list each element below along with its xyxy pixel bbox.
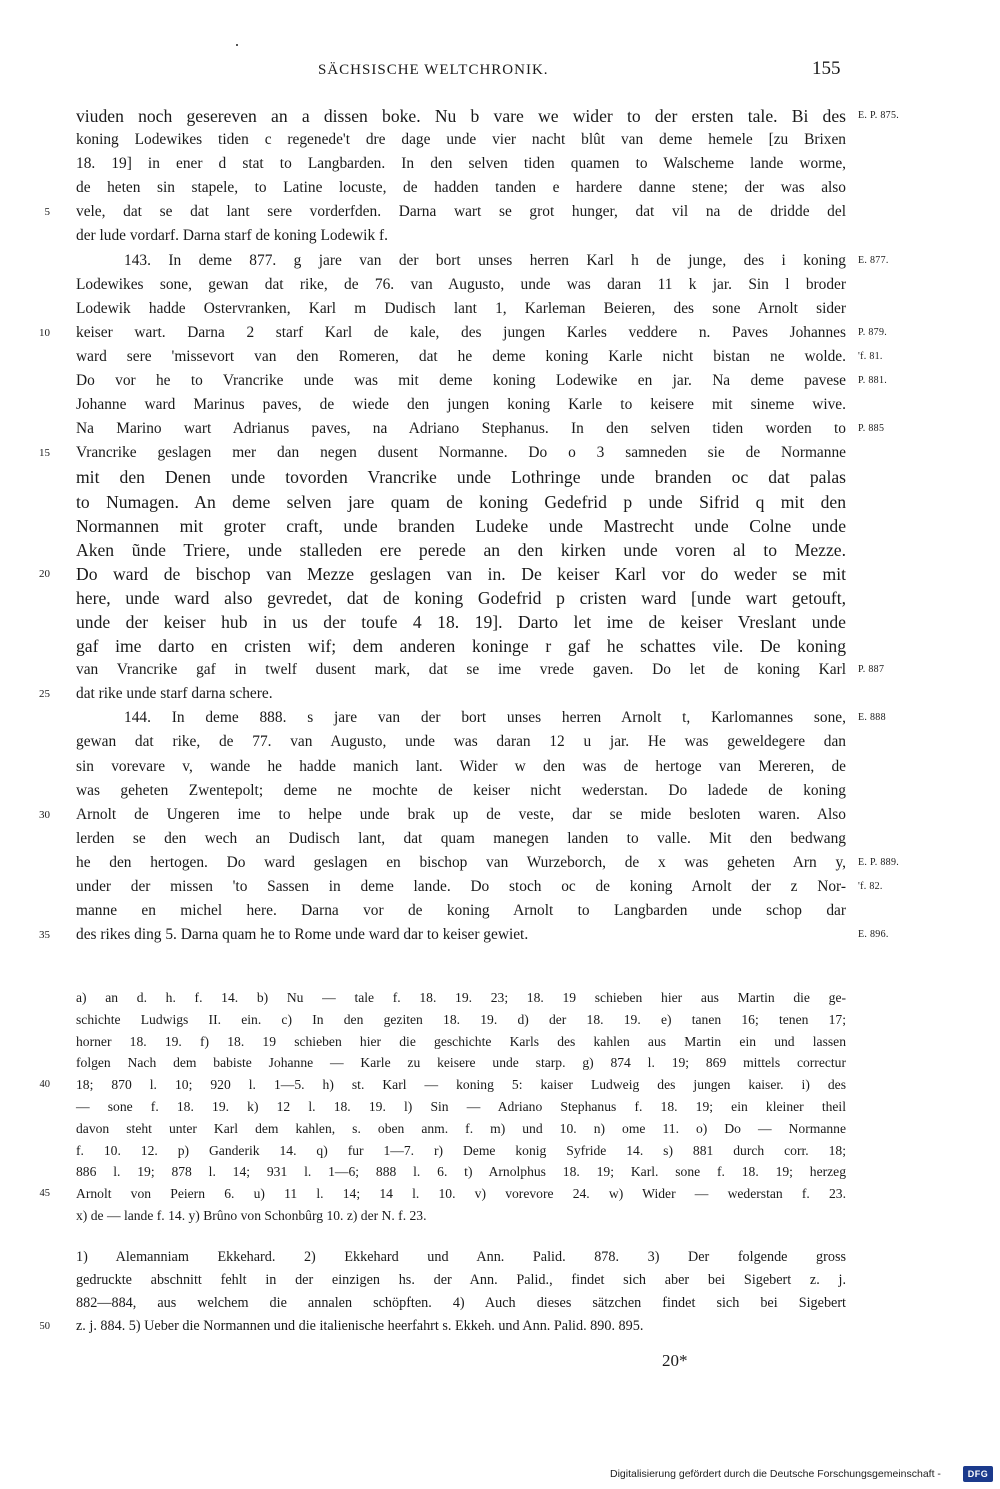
line-text: Lodewik hadde Ostervranken, Karl m Dudisch lant 1, Karleman Beieren, des sone Arnolt sider [76, 299, 846, 317]
variant-line [39, 1074, 846, 1096]
text-line [76, 417, 885, 441]
line-text: 18; 870 l. 10; 920 l. 1—5. h) st. Karl — koning 5: kaiser Ludweig des jungen kaiser. i) des [76, 1077, 846, 1093]
line-text: was geheten Zwentepolt; deme ne mochte de keiser nicht wederstan. Do ladede de koning [76, 781, 846, 799]
note-line [76, 1292, 846, 1315]
line-text: he den hertogen. Do ward geslagen en bischop van Wurzeborch, de x was geheten Arn y, [76, 853, 846, 871]
margin-note: E. 877. [858, 254, 889, 266]
text-line [76, 730, 846, 754]
text-line [44, 200, 846, 224]
variant-line [76, 1140, 846, 1162]
text-line [76, 273, 846, 297]
line-text: gewan dat rike, de 77. van Augusto, unde was daran 12 u jar. He was geweldegere dan [76, 733, 846, 751]
line-text: folgen Nach dem babiste Johanne — Karle zu keisere unde starp. g) 874 l. 19; 869 mittels correctur [76, 1055, 846, 1071]
line-number: 25 [39, 688, 50, 701]
line-text: 143. In deme 877. g jare van der bort unses herren Karl h de junge, des i koning [124, 251, 846, 269]
line-number: 30 [39, 808, 50, 821]
text-line [76, 706, 886, 730]
variant-line [39, 1183, 846, 1205]
variant-line [76, 987, 846, 1009]
line-text: 18. 19] in ener d stat to Langbarden. In den selven tiden quamen to Walscheme lande worme, [76, 155, 846, 173]
margin-note: 'f. 82. [858, 881, 883, 892]
line-text: ward sere 'missevort van den Romeren, dat he deme koning Karle nicht bistan ne wolde. [76, 347, 846, 365]
variant-line [76, 1205, 846, 1227]
footer-credit: Digitalisierung gefördert durch die Deutsche Forschungsgemeinschaft - [610, 1468, 941, 1480]
line-number: 40 [39, 1079, 50, 1091]
variant-line [76, 1031, 846, 1053]
line-text: Lodewikes sone, gewan dat rike, de 76. van Augusto, unde was daran 11 k jar. Sin l broder [76, 275, 846, 293]
line-text: Arnolt von Peiern 6. u) 11 l. 14; 14 l. 10. v) vorevore 24. w) Wider — wederstan f. 23. [76, 1186, 846, 1202]
text-line [39, 441, 846, 465]
line-text: mit den Denen unde tovorden Vrancrike unde Lothringe unde branden oc dat palas [76, 467, 846, 488]
text-line [76, 152, 846, 176]
line-text: Aken ũnde Triere, unde stalleden ere perede an den kirken unde voren al to Mezze. [76, 539, 846, 560]
line-text: under der missen 'to Sassen in deme lande. Do stoch oc de koning Arnolt der z Nor- [76, 878, 846, 895]
text-line [39, 682, 846, 706]
line-text: des rikes ding 5. Darna quam he to Rome unde ward dar to keiser gewiet. [76, 926, 529, 944]
variant-line [76, 1161, 846, 1183]
margin-note: E. 896. [858, 929, 889, 941]
source-notes [0, 1246, 1000, 1338]
text-line [76, 586, 846, 610]
text-line [76, 779, 846, 803]
text-line [76, 875, 883, 899]
line-text: Vrancrike geslagen mer dan negen dusent Normanne. Do o 3 samneden sie de Normanne [76, 444, 846, 462]
text-line [76, 755, 846, 779]
margin-note: P. 881. [858, 375, 888, 387]
note-line [76, 1246, 846, 1269]
line-number: 10 [39, 326, 50, 339]
line-text: 886 l. 19; 878 l. 14; 931 l. 1—6; 888 l. 6. t) Arnolphus 18. 19; Karl. sone f. 18. 19; herzeg [76, 1164, 846, 1180]
line-number: 50 [39, 1321, 50, 1332]
line-text: manne en michel here. Darna vor de koning Arnolt to Langbarden unde schop dar [76, 902, 846, 920]
text-line [76, 128, 846, 152]
line-text: here, unde ward also gevredet, dat de koning Godefrid p cristen ward [unde wart getouft, [76, 587, 846, 608]
text-line [76, 369, 888, 393]
line-text: gaf ime darto en cristen wif; dem anderen koninge r gaf he schattes vile. De koning [76, 636, 846, 657]
text-line [76, 827, 846, 851]
line-text: viuden noch gesereven an a dissen boke. Nu b vare we wider to der ersten tale. Bi des [76, 106, 846, 126]
line-text: z. j. 884. 5) Ueber die Normannen und die italienische heerfahrt s. Ekkeh. und Ann. Palid. 890. 895. [76, 1318, 644, 1334]
line-text: lerden se den wech an Dudisch lant, dat quam manegen landen to valle. Mit den bedwang [76, 829, 846, 847]
line-text: koning Lodewikes tiden c regenede't dre dage unde vier nacht blût van deme hemele [zu Brixen [76, 131, 846, 149]
text-line [76, 514, 846, 538]
variant-line [76, 1118, 846, 1140]
text-line [76, 634, 846, 658]
text-line [76, 610, 846, 634]
line-text: horner 18. 19. f) 18. 19 schieben hier die geschichte Karls des kahlen aus Martin ein und lassen [76, 1033, 846, 1049]
line-text: dat rike unde starf darna schere. [76, 685, 273, 703]
margin-note: E. 888 [858, 712, 886, 724]
note-line [39, 1315, 846, 1338]
text-line [76, 538, 846, 562]
line-text: der lude vordarf. Darna starf de koning Lodewik f. [76, 227, 388, 245]
dfg-logo: DFG [963, 1466, 993, 1482]
variant-apparatus [0, 987, 1000, 1227]
page-number: 155 [812, 58, 841, 79]
line-text: keiser wart. Darna 2 starf Karl de kale, des jungen Karles veddere n. Paves Johannes [76, 323, 846, 341]
running-title: SÄCHSISCHE WELTCHRONIK. [318, 62, 549, 78]
line-text: unde der keiser hub in us der toufe 4 18. 19]. Darto let ime de keiser Vreslant unde [76, 611, 846, 632]
margin-note: 'f. 81. [858, 350, 883, 362]
text-line [76, 297, 846, 321]
line-text: — sone f. 18. 19. k) 12 l. 18. 19. l) Sin — Adriano Stephanus f. 18. 19; ein kleiner theil [76, 1098, 846, 1114]
line-text: davon steht unter Karl dem kahlen, s. oben anm. f. m) und 10. n) ome 11. o) Do — Normanne [76, 1120, 846, 1136]
line-text: vele, dat se dat lant sere vorderfden. Darna wart se grot hunger, dat vil na de dridde del [76, 203, 846, 221]
line-text: 882—884, aus welchem die annalen schöpften. 4) Auch dieses sätzchen findet sich bei Sigebert [76, 1295, 846, 1311]
line-number: 15 [39, 447, 50, 460]
running-header [0, 58, 1000, 86]
line-text: Johanne ward Marinus paves, de wiede den jungen koning Karle to keisere mit sineme wive. [76, 396, 846, 414]
text-line [76, 658, 885, 682]
text-line [76, 224, 846, 248]
note-line [76, 1269, 846, 1292]
sheet-signature: 20* [662, 1351, 688, 1370]
line-text: de heten sin stapele, to Latine locuste, de hadden tanden e hardere danne stene; der was also [76, 179, 846, 197]
line-text: van Vrancrike gaf in twelf dusent mark, dat se ime vrede gaven. Do let de koning Karl [76, 661, 846, 679]
line-number: 35 [39, 929, 50, 942]
text-line [76, 490, 846, 514]
line-text: 144. In deme 888. s jare van der bort unses herren Arnolt t, Karlomannes sone, [124, 709, 846, 727]
text-line [76, 393, 846, 417]
line-text: sin vorevare v, wande he hadde manich lant. Wider w den was de hertoge van Mereren, de [76, 757, 846, 775]
line-text: schichte Ludwigs II. ein. c) In den geziten 18. 19. d) der 18. 19. e) tanen 16; tenen 17; [76, 1011, 846, 1027]
text-line [76, 104, 900, 128]
margin-note: E. P. 889. [858, 856, 900, 868]
text-line [76, 249, 889, 273]
variant-line [76, 1009, 846, 1031]
line-text: Do vor he to Vrancrike unde was mit deme koning Lodewike en jar. Na deme pavese [76, 372, 846, 390]
line-text: 1) Alemanniam Ekkehard. 2) Ekkehard und Ann. Palid. 878. 3) Der folgende gross [76, 1249, 846, 1265]
line-text: to Numagen. An deme selven jare quam de koning Gedefrid p unde Sifrid q mit den [76, 491, 846, 512]
margin-note: E. P. 875. [858, 110, 900, 121]
line-number: 45 [39, 1188, 50, 1200]
text-line [39, 803, 846, 827]
text-line [76, 851, 900, 875]
line-text: Normannen mit groter craft, unde branden Ludeke unde Mastrecht unde Colne unde [76, 515, 846, 536]
line-text: Na Marino wart Adrianus paves, na Adriano Stephanus. In den selven tiden worden to [76, 420, 846, 438]
scan-speck [236, 44, 238, 46]
margin-note: P. 887 [858, 664, 885, 676]
line-text: Arnolt de Ungeren ime to helpe unde brak up de veste, dar se mide besloten waren. Also [76, 805, 846, 823]
margin-note: P. 885 [858, 423, 885, 435]
text-line [39, 923, 889, 947]
line-text: x) de — lande f. 14. y) Brûno von Schonbûrg 10. z) der N. f. 23. [76, 1207, 427, 1223]
text-line [39, 562, 846, 586]
text-line [76, 176, 846, 200]
line-text: f. 10. 12. p) Ganderik 14. q) fur 1—7. r) Deme konig Syfride 14. s) 881 durch corr. 18; [76, 1142, 846, 1158]
variant-line [76, 1096, 846, 1118]
line-text: gedruckte abschnitt fehlt in der einzigen hs. der Ann. Palid., findet sich aber bei Sigebert z. j. [76, 1272, 846, 1288]
text-line [76, 345, 883, 369]
line-text: Do ward de bischop van Mezze geslagen van in. De keiser Karl vor do weder se mit [76, 563, 846, 584]
main-text-block [0, 104, 1000, 947]
text-line [76, 899, 846, 923]
margin-note: P. 879. [858, 326, 888, 338]
text-line [39, 321, 888, 345]
variant-line [76, 1052, 846, 1074]
text-line [76, 465, 846, 489]
line-number: 5 [44, 206, 50, 219]
line-text: a) an d. h. f. 14. b) Nu — tale f. 18. 19. 23; 18. 19 schieben hier aus Martin die ge- [76, 990, 846, 1005]
line-number: 20 [39, 567, 50, 580]
